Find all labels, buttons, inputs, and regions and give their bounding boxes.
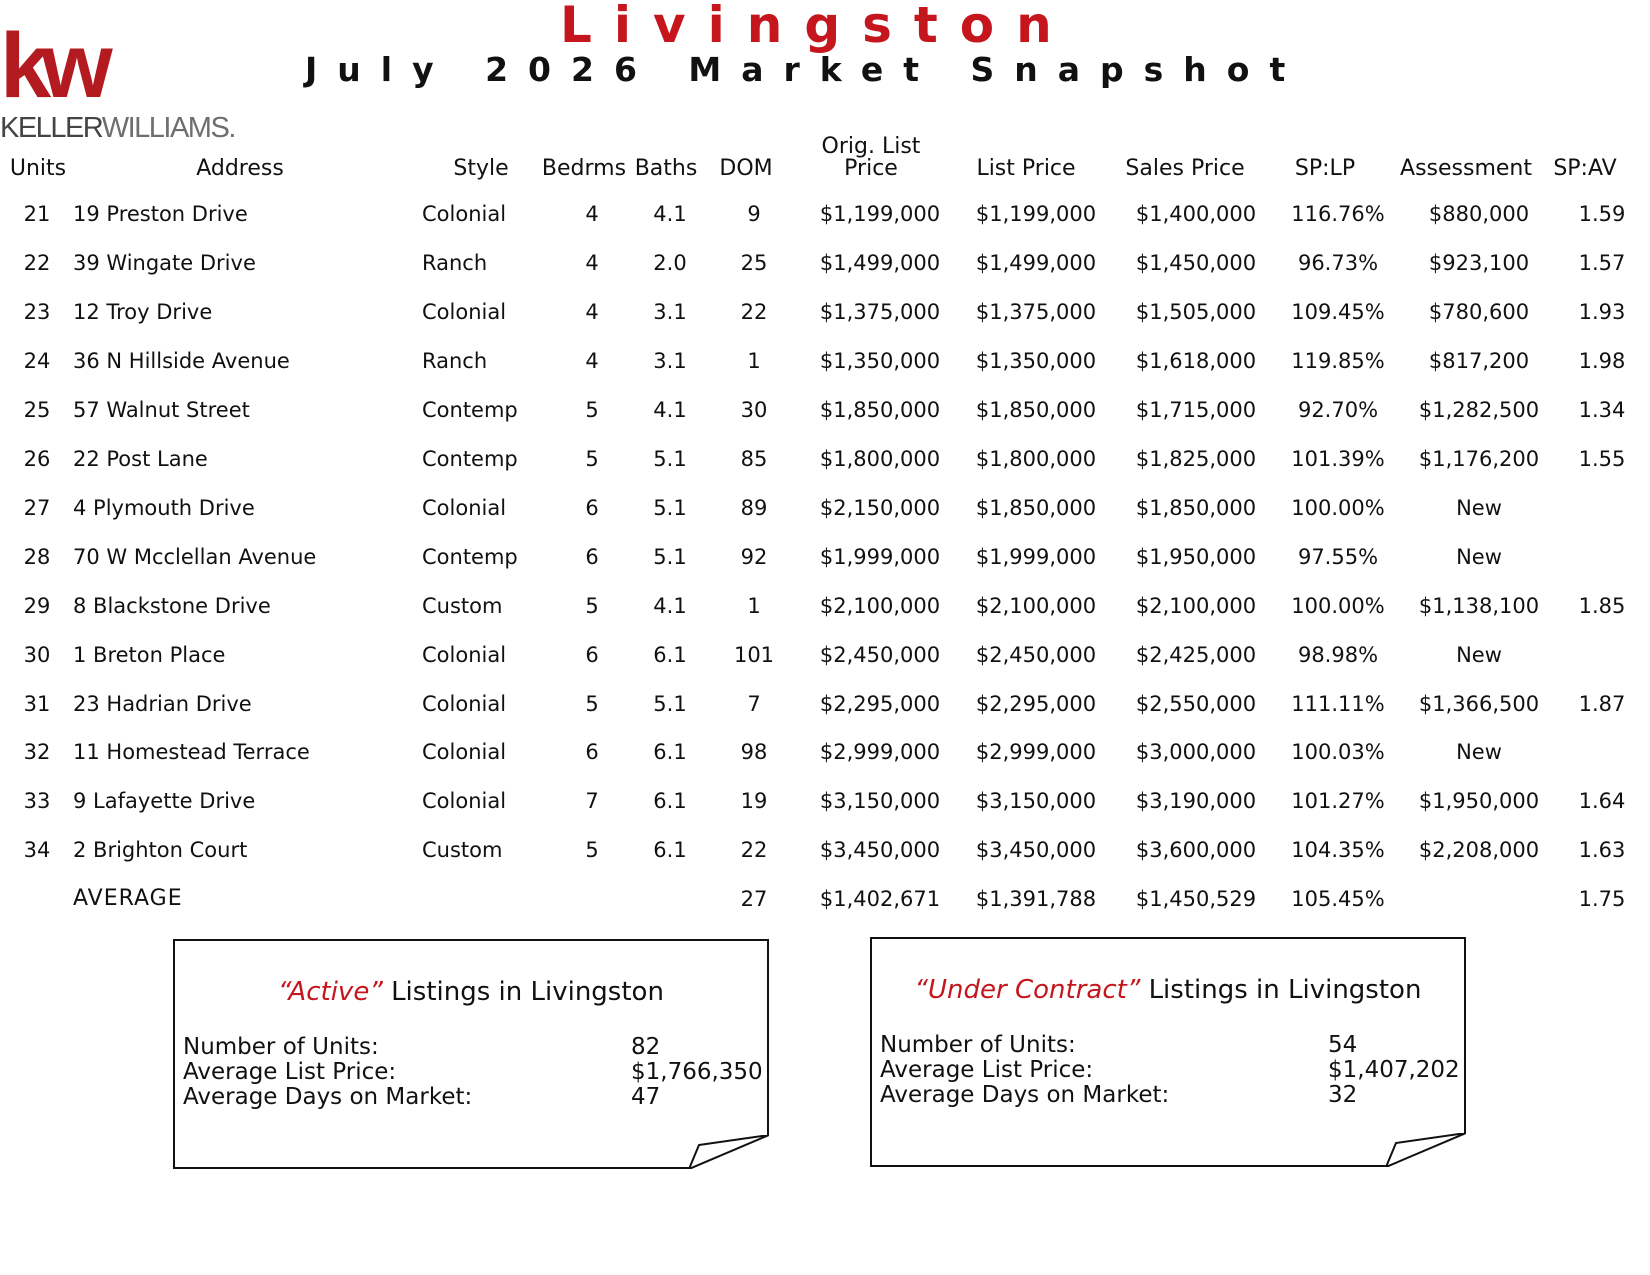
average-sp-av: 1.75 — [1578, 887, 1626, 912]
cell-sales-price: $1,850,000 — [1135, 495, 1257, 520]
cell-units: 30 — [23, 642, 51, 667]
cell-style: Contemp — [422, 397, 518, 422]
page-curl-icon — [1386, 1133, 1466, 1167]
cell-bedrms: 6 — [585, 495, 599, 520]
cell-units: 27 — [23, 495, 51, 520]
active-avg-dom-label: Average Days on Market: — [183, 1084, 473, 1110]
cell-sp-av: 1.85 — [1578, 593, 1626, 618]
header-orig-list-price-line1: Orig. List — [821, 134, 921, 159]
active-card-title — [175, 977, 767, 1007]
cell-baths: 5.1 — [653, 691, 687, 716]
cell-sp-av: 1.87 — [1578, 691, 1626, 716]
cell-style: Contemp — [422, 544, 518, 569]
keller-williams-logo — [0, 15, 240, 145]
cell-address: 22 Post Lane — [73, 446, 208, 471]
cell-orig-list-price: $1,850,000 — [819, 397, 941, 422]
cell-assessment: $1,138,100 — [1418, 593, 1540, 618]
cell-list-price: $1,850,000 — [975, 397, 1097, 422]
cell-address: 39 Wingate Drive — [73, 250, 256, 275]
cell-address: 36 N Hillside Avenue — [73, 348, 290, 373]
cell-style: Custom — [422, 838, 503, 863]
cell-units: 26 — [23, 446, 51, 471]
cell-address: 1 Breton Place — [73, 642, 226, 667]
cell-address: 23 Hadrian Drive — [73, 691, 252, 716]
cell-sp-lp: 100.00% — [1291, 593, 1385, 618]
average-list-price: $1,391,788 — [975, 887, 1097, 912]
cell-dom: 25 — [740, 250, 768, 275]
active-avg-list-label: Average List Price: — [183, 1059, 397, 1085]
cell-bedrms: 4 — [585, 348, 599, 373]
active-card-title-emphasis: “Active” — [278, 977, 383, 1007]
cell-assessment: New — [1456, 495, 1502, 520]
cell-dom: 92 — [740, 544, 768, 569]
header-sales-price: Sales Price — [1125, 156, 1245, 181]
contract-card-title-rest: Listings in Livingston — [1148, 975, 1422, 1005]
active-listings-card — [173, 939, 769, 1169]
cell-bedrms: 4 — [585, 299, 599, 324]
cell-list-price: $2,295,000 — [975, 691, 1097, 716]
cell-orig-list-price: $1,375,000 — [819, 299, 941, 324]
cell-list-price: $1,499,000 — [975, 250, 1097, 275]
cell-address: 11 Homestead Terrace — [73, 740, 310, 765]
cell-units: 23 — [23, 299, 51, 324]
cell-style: Colonial — [422, 642, 507, 667]
cell-units: 31 — [23, 691, 51, 716]
cell-units: 24 — [23, 348, 51, 373]
cell-baths: 4.1 — [653, 593, 687, 618]
cell-sales-price: $3,190,000 — [1135, 789, 1257, 814]
cell-style: Colonial — [422, 740, 507, 765]
cell-sp-lp: 101.27% — [1291, 789, 1385, 814]
cell-assessment: New — [1456, 740, 1502, 765]
cell-sp-lp: 100.00% — [1291, 495, 1385, 520]
cell-baths: 5.1 — [653, 446, 687, 471]
cell-sp-av: 1.55 — [1578, 446, 1626, 471]
cell-bedrms: 4 — [585, 202, 599, 226]
header-dom: DOM — [719, 156, 773, 181]
cell-assessment: $1,366,500 — [1418, 691, 1540, 716]
cell-sp-av: 1.93 — [1578, 299, 1626, 324]
cell-bedrms: 5 — [585, 838, 599, 863]
under-contract-listings-card — [870, 937, 1466, 1167]
cell-baths: 5.1 — [653, 544, 687, 569]
cell-sp-av: 1.34 — [1578, 397, 1626, 422]
cell-orig-list-price: $2,150,000 — [819, 495, 941, 520]
cell-units: 32 — [23, 740, 51, 765]
cell-assessment: $880,000 — [1428, 202, 1530, 226]
cell-dom: 19 — [740, 789, 768, 814]
cell-assessment: New — [1456, 544, 1502, 569]
header-address: Address — [196, 156, 284, 181]
cell-units: 22 — [23, 250, 51, 275]
cell-baths: 5.1 — [653, 495, 687, 520]
cell-baths: 6.1 — [653, 740, 687, 765]
cell-bedrms: 6 — [585, 740, 599, 765]
cell-sp-lp: 116.76% — [1291, 202, 1385, 226]
cell-sales-price: $1,618,000 — [1135, 348, 1257, 373]
cell-sp-lp: 104.35% — [1291, 838, 1385, 863]
cell-orig-list-price: $1,999,000 — [819, 544, 941, 569]
page-title: Livingston — [560, 0, 1074, 54]
cell-assessment: $817,200 — [1428, 348, 1530, 373]
cell-sp-lp: 92.70% — [1297, 397, 1379, 422]
cell-bedrms: 5 — [585, 691, 599, 716]
cell-sales-price: $1,505,000 — [1135, 299, 1257, 324]
logo-wordmark — [0, 112, 235, 145]
active-units-value: 82 — [631, 1034, 661, 1060]
cell-sales-price: $1,400,000 — [1135, 202, 1257, 226]
header-list-price: List Price — [976, 156, 1076, 181]
cell-style: Custom — [422, 593, 503, 618]
cell-style: Colonial — [422, 789, 507, 814]
kw-logo-mark: kw — [0, 15, 103, 117]
cell-sales-price: $1,450,000 — [1135, 250, 1257, 275]
cell-sales-price: $1,825,000 — [1135, 446, 1257, 471]
cell-dom: 85 — [740, 446, 768, 471]
cell-style: Ranch — [422, 348, 488, 373]
cell-list-price: $3,450,000 — [975, 838, 1097, 863]
header-sp-lp: SP:LP — [1294, 156, 1356, 181]
cell-sales-price: $1,950,000 — [1135, 544, 1257, 569]
cell-baths: 6.1 — [653, 838, 687, 863]
cell-bedrms: 5 — [585, 397, 599, 422]
cell-bedrms: 6 — [585, 642, 599, 667]
cell-assessment: $923,100 — [1428, 250, 1530, 275]
cell-orig-list-price: $2,999,000 — [819, 740, 941, 765]
cell-address: 2 Brighton Court — [73, 838, 248, 863]
cell-orig-list-price: $3,450,000 — [819, 838, 941, 863]
cell-orig-list-price: $1,350,000 — [819, 348, 941, 373]
cell-dom: 22 — [740, 299, 768, 324]
cell-sp-lp: 100.03% — [1291, 740, 1385, 765]
cell-baths: 6.1 — [653, 642, 687, 667]
active-units-label: Number of Units: — [183, 1034, 379, 1060]
cell-sales-price: $3,600,000 — [1135, 838, 1257, 863]
cell-list-price: $1,800,000 — [975, 446, 1097, 471]
cell-style: Ranch — [422, 250, 488, 275]
cell-style: Colonial — [422, 202, 507, 226]
cell-dom: 7 — [747, 691, 761, 716]
cell-bedrms: 5 — [585, 446, 599, 471]
cell-address: 9 Lafayette Drive — [73, 789, 256, 814]
cell-list-price: $2,100,000 — [975, 593, 1097, 618]
cell-style: Contemp — [422, 446, 518, 471]
cell-sales-price: $2,550,000 — [1135, 691, 1257, 716]
header-assessment: Assessment — [1400, 156, 1532, 181]
cell-orig-list-price: $1,499,000 — [819, 250, 941, 275]
cell-orig-list-price: $2,295,000 — [819, 691, 941, 716]
cell-address: 57 Walnut Street — [73, 397, 250, 422]
cell-assessment: $2,208,000 — [1418, 838, 1540, 863]
contract-units-value: 54 — [1328, 1032, 1358, 1058]
cell-sales-price: $1,715,000 — [1135, 397, 1257, 422]
cell-address: 8 Blackstone Drive — [73, 593, 271, 618]
cell-sp-lp: 119.85% — [1291, 348, 1385, 373]
contract-avg-dom-label: Average Days on Market: — [880, 1082, 1170, 1108]
cell-units: 25 — [23, 397, 51, 422]
cell-address: 4 Plymouth Drive — [73, 495, 255, 520]
cell-bedrms: 4 — [585, 250, 599, 275]
cell-sp-lp: 97.55% — [1297, 544, 1379, 569]
cell-assessment: $1,176,200 — [1418, 446, 1540, 471]
cell-sales-price: $2,100,000 — [1135, 593, 1257, 618]
logo-name-suffix: . — [228, 112, 235, 144]
cell-orig-list-price: $3,150,000 — [819, 789, 941, 814]
active-avg-dom-value: 47 — [631, 1084, 661, 1110]
cell-sp-lp: 109.45% — [1291, 299, 1385, 324]
header-sp-av: SP:AV — [1553, 156, 1617, 181]
cell-dom: 22 — [740, 838, 768, 863]
cell-address: 12 Troy Drive — [73, 299, 213, 324]
cell-orig-list-price: $2,450,000 — [819, 642, 941, 667]
cell-sales-price: $3,000,000 — [1135, 740, 1257, 765]
header-orig-list-price-line2: Price — [844, 156, 898, 181]
page-curl-icon — [689, 1135, 769, 1169]
contract-units-label: Number of Units: — [880, 1032, 1076, 1058]
cell-bedrms: 6 — [585, 544, 599, 569]
cell-style: Colonial — [422, 299, 507, 324]
page-subtitle: July 2026 Market Snapshot — [305, 50, 1306, 89]
average-sp-lp: 105.45% — [1291, 887, 1385, 912]
cell-orig-list-price: $1,800,000 — [819, 446, 941, 471]
active-card-title-rest: Listings in Livingston — [391, 977, 664, 1007]
cell-bedrms: 7 — [585, 789, 599, 814]
cell-dom: 1 — [747, 348, 761, 373]
cell-units: 33 — [23, 789, 51, 814]
cell-address: 70 W Mcclellan Avenue — [73, 544, 317, 569]
cell-orig-list-price: $1,199,000 — [819, 202, 941, 226]
cell-dom: 9 — [747, 202, 761, 226]
contract-avg-dom-value: 32 — [1328, 1082, 1358, 1108]
cell-style: Colonial — [422, 495, 507, 520]
cell-sales-price: $2,425,000 — [1135, 642, 1257, 667]
cell-dom: 89 — [740, 495, 768, 520]
cell-address: 19 Preston Drive — [73, 202, 248, 226]
average-sales-price: $1,450,529 — [1135, 887, 1257, 912]
contract-card-title-emphasis: “Under Contract” — [914, 975, 1141, 1005]
cell-baths: 4.1 — [653, 397, 687, 422]
contract-avg-list-label: Average List Price: — [880, 1057, 1094, 1083]
contract-avg-list-value: $1,407,202 — [1328, 1057, 1460, 1083]
header-style: Style — [453, 156, 509, 181]
header-units: Units — [9, 156, 67, 181]
cell-baths: 3.1 — [653, 348, 687, 373]
cell-assessment: New — [1456, 642, 1502, 667]
cell-list-price: $2,450,000 — [975, 642, 1097, 667]
cell-list-price: $2,999,000 — [975, 740, 1097, 765]
average-dom: 27 — [740, 887, 768, 912]
cell-assessment: $1,950,000 — [1418, 789, 1540, 814]
cell-sp-av: 1.59 — [1578, 202, 1626, 226]
average-label: AVERAGE — [73, 886, 183, 912]
cell-list-price: $1,850,000 — [975, 495, 1097, 520]
contract-card-title — [872, 975, 1464, 1005]
cell-sp-lp: 96.73% — [1297, 250, 1379, 275]
average-orig-list-price: $1,402,671 — [819, 887, 941, 912]
cell-orig-list-price: $2,100,000 — [819, 593, 941, 618]
cell-list-price: $3,150,000 — [975, 789, 1097, 814]
cell-assessment: $780,600 — [1428, 299, 1530, 324]
cell-units: 28 — [23, 544, 51, 569]
header-baths: Baths — [634, 156, 698, 181]
cell-assessment: $1,282,500 — [1418, 397, 1540, 422]
cell-sp-lp: 111.11% — [1291, 691, 1385, 716]
cell-baths: 3.1 — [653, 299, 687, 324]
cell-list-price: $1,199,000 — [975, 202, 1097, 226]
cell-list-price: $1,375,000 — [975, 299, 1097, 324]
cell-dom: 1 — [747, 593, 761, 618]
cell-list-price: $1,350,000 — [975, 348, 1097, 373]
cell-sp-av: 1.57 — [1578, 250, 1626, 275]
cell-sp-lp: 98.98% — [1297, 642, 1379, 667]
active-avg-list-value: $1,766,350 — [631, 1059, 763, 1085]
cell-units: 29 — [23, 593, 51, 618]
cell-bedrms: 5 — [585, 593, 599, 618]
cell-dom: 101 — [733, 642, 775, 667]
cell-sp-av: 1.64 — [1578, 789, 1626, 814]
cell-dom: 30 — [740, 397, 768, 422]
cell-baths: 2.0 — [653, 250, 687, 275]
logo-name-part1: KELLER — [0, 112, 102, 144]
logo-name-part2: WILLIAMS — [101, 112, 229, 144]
cell-baths: 4.1 — [653, 202, 687, 226]
cell-sp-av: 1.98 — [1578, 348, 1626, 373]
cell-sp-av: 1.63 — [1578, 838, 1626, 863]
header-orig-list-price — [822, 136, 921, 180]
cell-baths: 6.1 — [653, 789, 687, 814]
cell-units: 34 — [23, 838, 51, 863]
cell-dom: 98 — [740, 740, 768, 765]
cell-sp-lp: 101.39% — [1291, 446, 1385, 471]
cell-units: 21 — [23, 202, 51, 226]
cell-list-price: $1,999,000 — [975, 544, 1097, 569]
cell-style: Colonial — [422, 691, 507, 716]
header-bedrms: Bedrms — [541, 156, 627, 181]
